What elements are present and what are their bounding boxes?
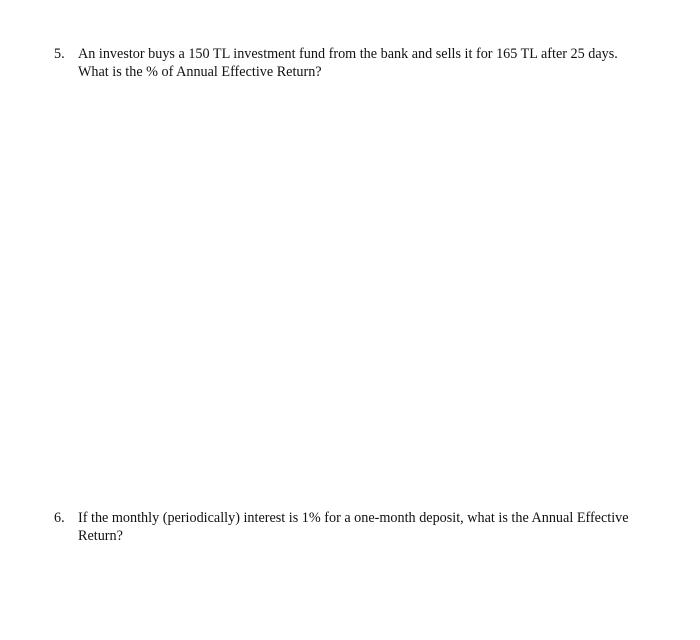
- question-6: [54, 509, 644, 545]
- question-text-line: What is the % of Annual Effective Return?: [78, 64, 322, 80]
- question-5: [54, 45, 644, 81]
- question-number: 6.: [54, 510, 65, 526]
- question-number: 5.: [54, 46, 65, 62]
- question-text: [78, 45, 644, 81]
- question-text-line: An investor buys a 150 TL investment fund from the bank and sells it for 165 TL after 25 days.: [78, 46, 618, 62]
- question-text: [78, 509, 644, 545]
- question-text-line: If the monthly (periodically) interest is 1% for a one-month deposit, what is the Annual Effective: [78, 510, 629, 526]
- question-text-line: Return?: [78, 528, 123, 544]
